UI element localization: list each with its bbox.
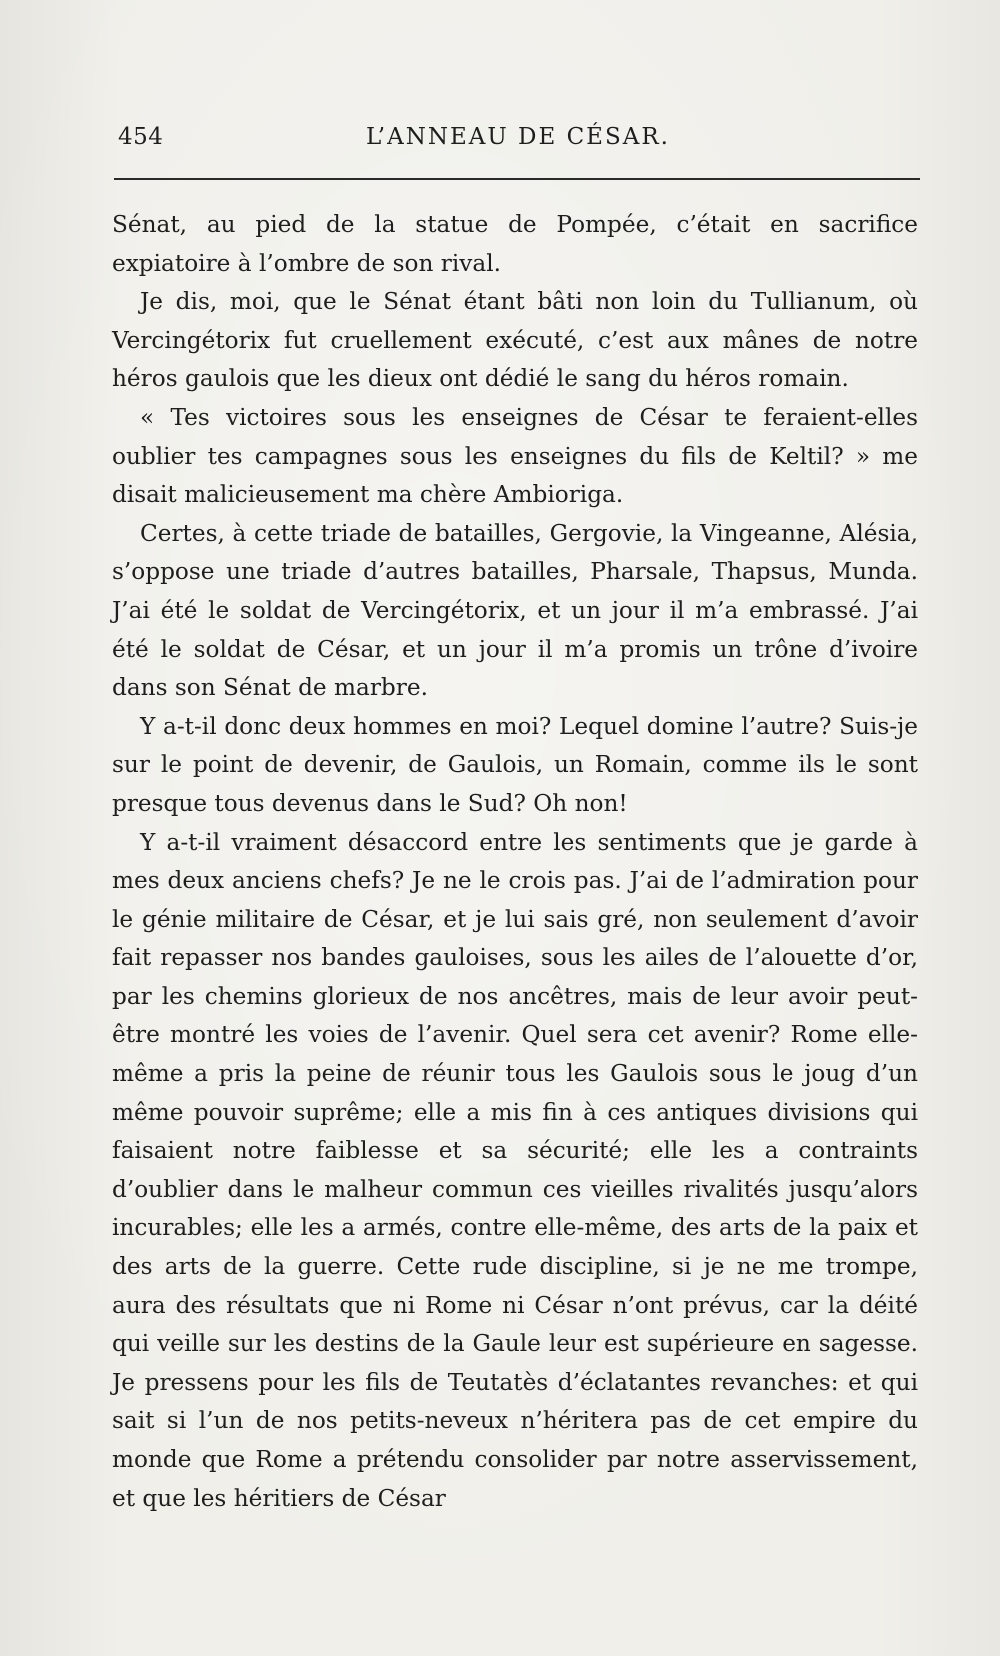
- header-rule: [114, 178, 920, 180]
- paragraph-5: Y a-t-il donc deux hommes en moi? Lequel domine l’autre? Suis-je sur le point de devenir, de Gaulois, un Romain, comme ils le sont presque tous devenus dans le Sud? Oh non!: [112, 712, 918, 817]
- running-head: [118, 124, 918, 164]
- book-title: L’ANNEAU DE CÉSAR.: [366, 124, 670, 150]
- page-number: 454: [118, 124, 164, 150]
- paragraph-3: « Tes victoires sous les enseignes de César te feraient-elles oublier tes campagnes sous les enseignes du fils de Keltil? » me disait malicieusement ma chère Ambioriga.: [112, 403, 918, 509]
- paragraph-2: Je dis, moi, que le Sénat étant bâti non loin du Tullianum, où Vercingétorix fut cruellement exécuté, c’est aux mânes de notre héros gaulois que les dieux ont dédié le sang du héros romain.: [112, 288, 918, 393]
- paragraph-6: Y a-t-il vraiment désaccord entre les sentiments que je garde à mes deux anciens chefs? Je ne le crois pas. J’ai de l’admiration pour le génie militaire de César, et je lui sais gré, non seulement d’avoir fait repasser nos bandes gauloises, sous les ailes de l’alouette d’or, par les chemins glorieux de nos ancêtres, mais de leur avoir peut-être montré les voies de l’avenir. Quel sera cet avenir? Rome elle-même a pris la peine de réunir tous les Gaulois sous le joug d’un même pouvoir suprême; elle a mis fin à ces antiques divisions qui faisaient notre faiblesse et sa sécurité; elle les a contraints d’oublier dans le malheur commun ces vieilles rivalités jusqu’alors incurables; elle les a armés, contre elle-même, des arts de la paix et des arts de la guerre. Cette rude discipline, si je ne me trompe, aura des résultats que ni Rome ni César n’ont prévus, car la déité qui veille sur les destins de la Gaule leur est supérieure en sagesse. Je pressens pour les fils de Teutatès d’éclatantes revanches: et qui sait si l’un de nos petits-neveux n’héritera pas de cet empire du monde que Rome a prétendu consolider par notre asservissement, et que les héritiers de César: [112, 828, 918, 1512]
- paragraph-1: Sénat, au pied de la statue de Pompée, c’était en sacrifice expiatoire à l’ombre de son rival.: [112, 211, 918, 277]
- body-text: [112, 206, 918, 1518]
- paragraph-4: Certes, à cette triade de batailles, Gergovie, la Vingeanne, Alésia, s’oppose une triade d’autres batailles, Pharsale, Thapsus, Munda. J’ai été le soldat de Vercingétorix, et un jour il m’a embrassé. J’ai été le soldat de César, et un jour il m’a promis un trône d’ivoire dans son Sénat de marbre.: [112, 519, 918, 702]
